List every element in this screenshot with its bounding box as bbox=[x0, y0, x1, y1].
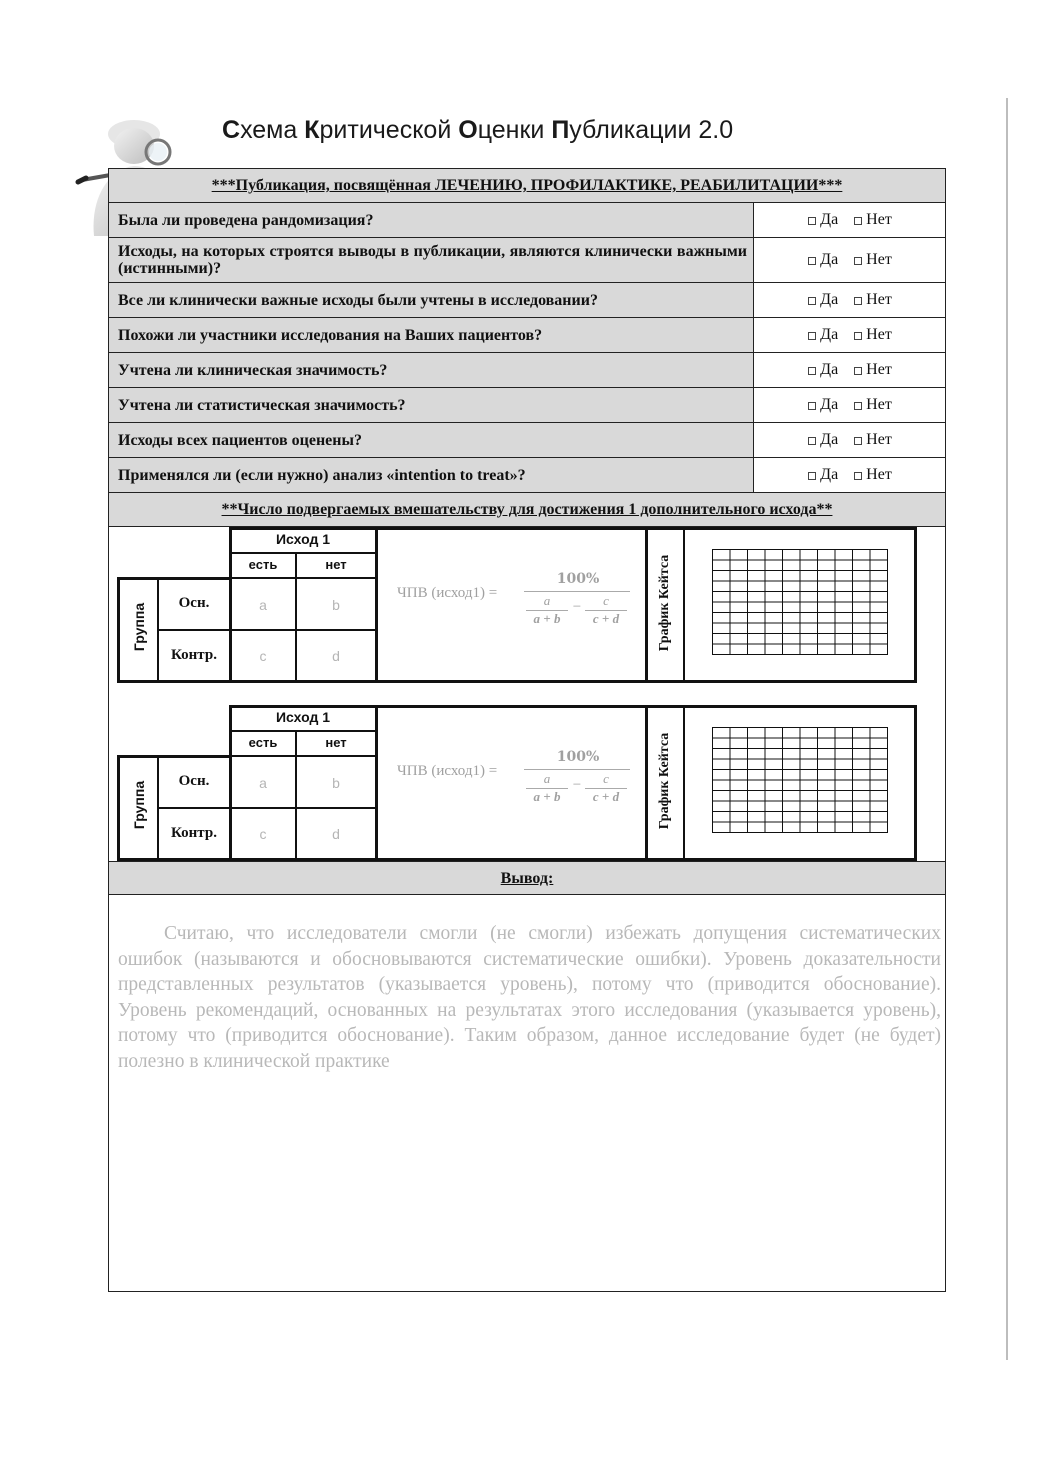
graph-label: График Кейтса bbox=[657, 732, 672, 830]
checkbox-icon bbox=[854, 217, 862, 225]
question-text: Исходы всех пациентов оценены? bbox=[109, 423, 754, 457]
no-checkbox[interactable]: Нет bbox=[854, 211, 892, 229]
graph-label: График Кейтса bbox=[657, 554, 672, 652]
cell-d[interactable]: d bbox=[332, 826, 340, 842]
checkbox-icon bbox=[808, 332, 816, 340]
divider bbox=[375, 527, 378, 683]
checkbox-icon bbox=[808, 437, 816, 445]
yes-checkbox[interactable]: Да bbox=[808, 326, 838, 344]
checkbox-icon bbox=[808, 297, 816, 305]
frac1-den: a + b bbox=[533, 789, 561, 804]
frac1-num: a bbox=[543, 771, 551, 786]
no-checkbox[interactable]: Нет bbox=[854, 326, 892, 344]
nnt-formula bbox=[397, 585, 497, 602]
formula-lhs: ЧПВ (исход1) = bbox=[397, 763, 498, 779]
cell-c[interactable]: c bbox=[259, 826, 267, 842]
checkbox-icon bbox=[808, 472, 816, 480]
question-row bbox=[109, 353, 945, 388]
answer-options bbox=[755, 423, 945, 457]
cell-b[interactable]: b bbox=[332, 775, 340, 791]
no-checkbox[interactable]: Нет bbox=[854, 291, 892, 309]
row-main-label: Осн. bbox=[178, 773, 210, 789]
fraction-bar bbox=[524, 591, 630, 592]
no-checkbox[interactable]: Нет bbox=[854, 431, 892, 449]
minus-sign: − bbox=[572, 599, 582, 615]
question-text: Похожи ли участники исследования на Ваших пациентов? bbox=[109, 318, 754, 352]
divider bbox=[645, 527, 648, 683]
question-text: Все ли клинически важные исходы были учтены в исследовании? bbox=[109, 283, 754, 317]
yes-checkbox[interactable]: Да bbox=[808, 251, 838, 269]
group-label: Группа bbox=[131, 780, 147, 830]
divider bbox=[229, 755, 377, 757]
fraction-bar bbox=[524, 769, 630, 770]
yes-checkbox[interactable]: Да bbox=[808, 466, 838, 484]
question-row bbox=[109, 388, 945, 423]
divider bbox=[683, 705, 685, 861]
formula-numerator: 100% bbox=[556, 571, 600, 587]
checkbox-icon bbox=[854, 472, 862, 480]
question-row bbox=[109, 423, 945, 458]
answer-options bbox=[755, 238, 945, 282]
question-row bbox=[109, 238, 945, 283]
answer-options bbox=[755, 318, 945, 352]
question-text: Учтена ли статистическая значимость? bbox=[109, 388, 754, 422]
divider bbox=[229, 730, 377, 732]
checkbox-icon bbox=[808, 367, 816, 375]
question-text: Была ли проведена рандомизация? bbox=[109, 203, 754, 237]
section-treatment-heading: ***Публикация, посвящённая ЛЕЧЕНИЮ, ПРОФИЛАКТИКЕ, РЕАБИЛИТАЦИИ*** bbox=[109, 169, 945, 203]
yes-checkbox[interactable]: Да bbox=[808, 211, 838, 229]
yes-checkbox[interactable]: Да bbox=[808, 361, 838, 379]
divider bbox=[645, 705, 648, 861]
question-row bbox=[109, 283, 945, 318]
frac1-num: a bbox=[543, 593, 551, 608]
cell-c[interactable]: c bbox=[259, 648, 267, 664]
yes-checkbox[interactable]: Да bbox=[808, 291, 838, 309]
col-yes-label: есть bbox=[248, 557, 278, 572]
conclusion-text[interactable]: Считаю, что исследователи смогли (не смогли) избежать допущения систематических ошибок (называются и обосновываются систематические ошибки). Уровень доказательности представленных результатов (указывается уровень), потому что (приводится обоснование). Уровень рекомендаций, основанных на результатах этого исследования (указывается уровень), потому что (приводится обоснование). Таким образом, данное исследование будет (не будет) полезно в клинической практике bbox=[118, 923, 941, 1072]
checkbox-icon bbox=[854, 297, 862, 305]
minus-sign: − bbox=[572, 777, 582, 793]
formula-lhs: ЧПВ (исход1) = bbox=[397, 585, 498, 601]
divider bbox=[229, 552, 377, 554]
no-checkbox[interactable]: Нет bbox=[854, 251, 892, 269]
cell-a[interactable]: a bbox=[259, 775, 267, 791]
cell-b[interactable]: b bbox=[332, 597, 340, 613]
divider bbox=[157, 577, 159, 683]
divider bbox=[157, 629, 377, 631]
row-main-label: Осн. bbox=[178, 595, 210, 611]
frac2-num: c bbox=[603, 593, 609, 608]
no-checkbox[interactable]: Нет bbox=[854, 466, 892, 484]
answer-options bbox=[755, 388, 945, 422]
divider bbox=[157, 807, 377, 809]
cell-a[interactable]: a bbox=[259, 597, 267, 613]
row-control-label: Контр. bbox=[171, 825, 217, 841]
question-row bbox=[109, 203, 945, 238]
divider bbox=[157, 755, 159, 861]
divider bbox=[229, 577, 377, 579]
divider bbox=[683, 527, 685, 683]
frac2-num: c bbox=[603, 771, 609, 786]
answer-options bbox=[755, 458, 945, 492]
col-no-label: нет bbox=[325, 735, 347, 750]
yes-checkbox[interactable]: Да bbox=[808, 431, 838, 449]
checkbox-icon bbox=[854, 332, 862, 340]
nnt-formula bbox=[397, 763, 497, 780]
col-yes-label: есть bbox=[248, 735, 278, 750]
no-checkbox[interactable]: Нет bbox=[854, 361, 892, 379]
group-label: Группа bbox=[131, 602, 147, 652]
checkbox-icon bbox=[854, 402, 862, 410]
cates-plot-grid[interactable] bbox=[712, 549, 888, 655]
checkbox-icon bbox=[854, 437, 862, 445]
document-title: Схема Критической Оценки Публикации 2.0 bbox=[222, 116, 734, 144]
question-row bbox=[109, 318, 945, 353]
question-text: Учтена ли клиническая значимость? bbox=[109, 353, 754, 387]
answer-options bbox=[755, 283, 945, 317]
cell-d[interactable]: d bbox=[332, 648, 340, 664]
appraisal-form bbox=[108, 168, 946, 1292]
cates-plot-grid[interactable] bbox=[712, 727, 888, 833]
no-checkbox[interactable]: Нет bbox=[854, 396, 892, 414]
answer-options bbox=[755, 353, 945, 387]
checkbox-icon bbox=[808, 217, 816, 225]
checkbox-icon bbox=[808, 257, 816, 265]
question-text: Применялся ли (если нужно) анализ «intention to treat»? bbox=[109, 458, 754, 492]
frac1-den: a + b bbox=[533, 611, 561, 626]
section-nnt-heading: **Число подвергаемых вмешательству для достижения 1 дополнительного исхода** bbox=[109, 493, 945, 527]
checkbox-icon bbox=[808, 402, 816, 410]
question-row bbox=[109, 458, 945, 493]
row-control-label: Контр. bbox=[171, 647, 217, 663]
checkbox-icon bbox=[854, 257, 862, 265]
divider bbox=[375, 705, 378, 861]
conclusion-heading: Вывод: bbox=[109, 861, 945, 895]
frac2-den: c + d bbox=[592, 611, 620, 626]
checkbox-icon bbox=[854, 367, 862, 375]
col-no-label: нет bbox=[325, 557, 347, 572]
frac2-den: c + d bbox=[592, 789, 620, 804]
outcome-header: Исход 1 bbox=[275, 709, 331, 725]
yes-checkbox[interactable]: Да bbox=[808, 396, 838, 414]
answer-options bbox=[755, 203, 945, 237]
outcome-header: Исход 1 bbox=[275, 531, 331, 547]
question-text: Исходы, на которых строятся выводы в публикации, являются клинически важными (истинными)? bbox=[109, 238, 754, 282]
page-edge-line bbox=[1006, 98, 1008, 1360]
formula-numerator: 100% bbox=[556, 749, 600, 765]
